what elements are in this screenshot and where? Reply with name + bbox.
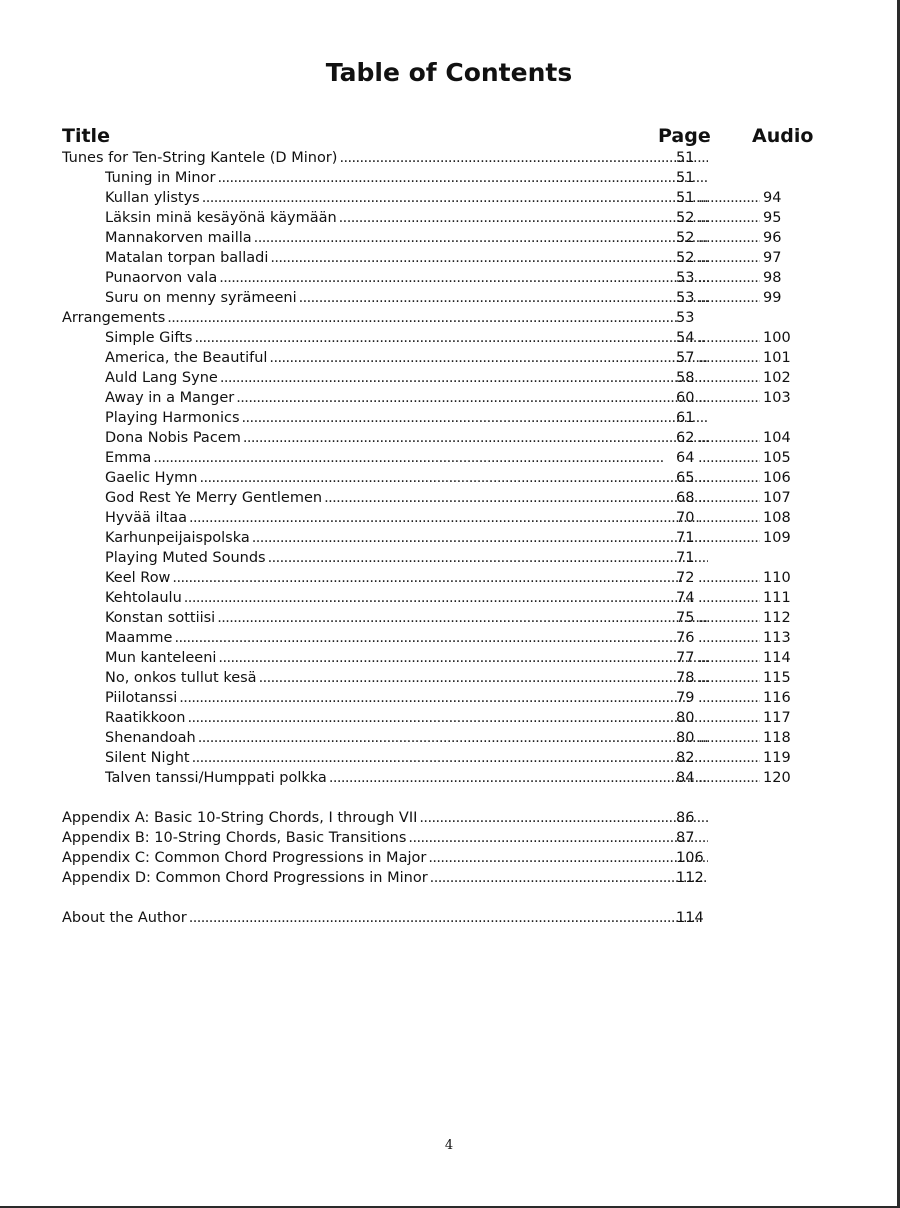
toc-entry-label: Piilotanssi — [105, 690, 178, 706]
toc-entry-label: Karhunpeijaispolska — [105, 530, 250, 546]
dot-leader — [252, 528, 708, 548]
dot-leader — [194, 328, 708, 348]
toc-entry-audio-track: 95 — [763, 210, 782, 226]
dot-leader — [187, 708, 708, 728]
header-title: Title — [62, 125, 110, 147]
toc-entry-audio-track: 94 — [763, 190, 782, 206]
toc-entry-label: Kehtolaulu — [105, 590, 182, 606]
toc-entry-page: 72 — [676, 570, 695, 586]
toc-entry-title-leader — [105, 648, 708, 668]
audio-dot-leader — [698, 288, 760, 308]
toc-entry-audio — [698, 608, 808, 628]
toc-entry-page: 74 — [676, 590, 695, 606]
audio-dot-leader — [698, 248, 760, 268]
toc-entry-page: 51 — [676, 150, 695, 166]
toc-entry-label: Arrangements — [62, 310, 166, 326]
toc-entry-label: Keel Row — [105, 570, 171, 586]
toc-entry — [62, 448, 822, 468]
toc-entry-audio — [698, 468, 808, 488]
toc-entry-label: Dona Nobis Pacem — [105, 430, 241, 446]
toc-entry-page: 77 — [676, 650, 695, 666]
toc-entry-audio — [698, 748, 808, 768]
audio-dot-leader — [698, 508, 760, 528]
audio-dot-leader — [698, 708, 760, 728]
toc-entry-page: 61 — [676, 410, 695, 426]
audio-dot-leader — [698, 648, 760, 668]
toc-entry-audio-track: 107 — [763, 490, 791, 506]
toc-entry-title-leader — [105, 228, 708, 248]
toc-entry-title-leader — [105, 588, 708, 608]
toc-entry-audio — [698, 268, 808, 288]
toc-entry-label: Silent Night — [105, 750, 190, 766]
dot-leader — [269, 348, 708, 368]
toc-entry-page: 51 — [676, 190, 695, 206]
toc-entry-page: 58 — [676, 370, 695, 386]
toc-list — [62, 148, 822, 928]
audio-dot-leader — [698, 728, 760, 748]
audio-dot-leader — [698, 428, 760, 448]
toc-entry-audio — [698, 448, 808, 468]
audio-dot-leader — [698, 188, 760, 208]
dot-leader — [236, 388, 708, 408]
toc-entry-title-leader — [105, 568, 708, 588]
toc-entry-title-leader — [105, 348, 708, 368]
toc-entry-label: About the Author — [62, 910, 187, 926]
audio-dot-leader — [698, 448, 760, 468]
audio-dot-leader — [698, 688, 760, 708]
dot-leader — [242, 408, 708, 428]
toc-entry-label: Punaorvon vala — [105, 270, 218, 286]
toc-entry — [62, 488, 822, 508]
toc-entry-label: Mannakorven mailla — [105, 230, 252, 246]
toc-entry-title-leader — [105, 188, 708, 208]
header-audio: Audio — [752, 125, 814, 147]
page-title: Table of Contents — [325, 58, 573, 87]
dot-leader — [172, 568, 708, 588]
toc-entry-audio-track: 117 — [763, 710, 791, 726]
toc-entry-audio-track: 106 — [763, 470, 791, 486]
toc-entry-audio-track: 99 — [763, 290, 782, 306]
audio-dot-leader — [698, 368, 760, 388]
toc-entry-audio — [698, 288, 808, 308]
toc-entry-audio-track: 116 — [763, 690, 791, 706]
toc-entry-audio-track: 120 — [763, 770, 791, 786]
dot-leader — [184, 588, 708, 608]
toc-entry-page: 80 — [676, 730, 695, 746]
toc-entry-page: 114 — [676, 910, 704, 926]
toc-entry — [62, 468, 822, 488]
toc-entry-page: 112 — [676, 870, 704, 886]
toc-entry-label: Appendix D: Common Chord Progressions in Minor — [62, 870, 428, 886]
toc-entry-page: 86 — [676, 810, 695, 826]
dot-leader — [217, 608, 708, 628]
audio-dot-leader — [698, 608, 760, 628]
toc-entry — [62, 708, 822, 728]
toc-entry — [62, 668, 822, 688]
toc-entry-page: 78 — [676, 670, 695, 686]
toc-entry-page: 54 — [676, 330, 695, 346]
audio-dot-leader — [698, 208, 760, 228]
toc-entry-label: Simple Gifts — [105, 330, 193, 346]
toc-entry-title-leader — [105, 388, 708, 408]
toc-entry — [62, 268, 822, 288]
toc-entry-audio-track: 103 — [763, 390, 791, 406]
toc-entry-label: Mun kanteleeni — [105, 650, 217, 666]
audio-dot-leader — [698, 228, 760, 248]
toc-entry-title-leader — [105, 428, 708, 448]
toc-entry-page: 52 — [676, 230, 695, 246]
toc-entry-title-leader — [105, 168, 708, 188]
toc-entry-audio-track: 118 — [763, 730, 791, 746]
toc-entry-audio-track: 115 — [763, 670, 791, 686]
toc-entry-audio — [698, 768, 808, 788]
toc-entry-page: 60 — [676, 390, 695, 406]
toc-entry-label: Emma — [105, 450, 152, 466]
toc-entry-label: Tunes for Ten-String Kantele (D Minor) — [62, 150, 338, 166]
toc-entry-label: Hyvää iltaa — [105, 510, 187, 526]
toc-entry-page: 80 — [676, 710, 695, 726]
toc-entry-label: God Rest Ye Merry Gentlemen — [105, 490, 323, 506]
toc-entry — [62, 528, 822, 548]
toc-entry-audio — [698, 388, 808, 408]
toc-entry-title-leader — [62, 828, 708, 848]
toc-entry-audio — [698, 428, 808, 448]
page-number: 4 — [444, 1138, 454, 1153]
toc-entry-title-leader — [105, 328, 708, 348]
audio-dot-leader — [698, 588, 760, 608]
toc-entry-page: 53 — [676, 310, 695, 326]
dot-leader — [268, 548, 708, 568]
dot-leader — [324, 488, 708, 508]
toc-entry-audio — [698, 368, 808, 388]
toc-entry-page: 79 — [676, 690, 695, 706]
toc-entry — [62, 508, 822, 528]
toc-entry — [62, 628, 822, 648]
toc-entry-audio-track: 108 — [763, 510, 791, 526]
toc-entry-title-leader — [105, 688, 708, 708]
toc-entry-title-leader — [105, 628, 708, 648]
toc-entry-title-leader — [105, 468, 708, 488]
dot-leader — [218, 648, 708, 668]
toc-entry-label: Tuning in Minor — [105, 170, 216, 186]
dot-leader — [254, 228, 708, 248]
toc-entry-page: 57 — [676, 350, 695, 366]
toc-entry — [62, 548, 822, 568]
toc-entry — [62, 328, 822, 348]
toc-entry-label: Suru on menny syrämeeni — [105, 290, 297, 306]
toc-entry-label: Auld Lang Syne — [105, 370, 218, 386]
toc-entry-title-leader — [105, 448, 708, 468]
dot-leader — [428, 848, 708, 868]
toc-entry — [62, 148, 822, 168]
header-page: Page — [658, 125, 711, 147]
toc-entry-label: Konstan sottiisi — [105, 610, 216, 626]
dot-leader — [174, 628, 708, 648]
toc-entry-title-leader — [62, 868, 708, 888]
toc-entry-audio-track: 104 — [763, 430, 791, 446]
toc-entry-label: Shenandoah — [105, 730, 196, 746]
dot-leader — [153, 448, 708, 468]
toc-entry-page: 68 — [676, 490, 695, 506]
dot-leader — [199, 468, 708, 488]
dot-leader — [419, 808, 708, 828]
toc-entry-audio — [698, 228, 808, 248]
toc-entry-label: Kullan ylistys — [105, 190, 200, 206]
toc-entry-label: Maamme — [105, 630, 173, 646]
toc-entry — [62, 608, 822, 628]
toc-entry-title-leader — [105, 768, 708, 788]
toc-entry-title-leader — [105, 248, 708, 268]
toc-entry — [62, 388, 822, 408]
toc-entry-audio — [698, 248, 808, 268]
dot-leader — [192, 748, 708, 768]
toc-entry-label: Raatikkoon — [105, 710, 186, 726]
toc-entry-page: 53 — [676, 270, 695, 286]
toc-entry-audio — [698, 628, 808, 648]
toc-entry-page: 64 — [676, 450, 695, 466]
dot-leader — [259, 668, 708, 688]
dot-leader — [339, 208, 708, 228]
toc-entry-audio-track: 111 — [763, 590, 791, 606]
toc-entry-label: Matalan torpan balladi — [105, 250, 269, 266]
toc-entry-label: Gaelic Hymn — [105, 470, 198, 486]
audio-dot-leader — [698, 628, 760, 648]
toc-entry — [62, 748, 822, 768]
toc-entry — [62, 768, 822, 788]
toc-entry-audio-track: 97 — [763, 250, 782, 266]
dot-leader — [270, 248, 708, 268]
toc-entry-audio — [698, 568, 808, 588]
toc-entry — [62, 728, 822, 748]
dot-leader — [198, 728, 708, 748]
toc-entry-label: Appendix C: Common Chord Progressions in Major — [62, 850, 427, 866]
toc-entry-audio-track: 113 — [763, 630, 791, 646]
dot-leader — [430, 868, 708, 888]
toc-entry-title-leader — [105, 728, 708, 748]
toc-entry-audio — [698, 588, 808, 608]
toc-entry-audio — [698, 528, 808, 548]
toc-entry-audio-track: 96 — [763, 230, 782, 246]
toc-entry-page: 62 — [676, 430, 695, 446]
toc-entry-page: 75 — [676, 610, 695, 626]
toc-entry — [62, 868, 822, 888]
audio-dot-leader — [698, 528, 760, 548]
dot-leader — [202, 188, 708, 208]
toc-entry-page: 71 — [676, 530, 695, 546]
toc-entry-page: 84 — [676, 770, 695, 786]
toc-entry-title-leader — [105, 508, 708, 528]
toc-entry-audio-track: 119 — [763, 750, 791, 766]
toc-entry — [62, 568, 822, 588]
toc-entry-title-leader — [105, 408, 708, 428]
toc-entry — [62, 688, 822, 708]
toc-entry-page: 106 — [676, 850, 704, 866]
toc-entry-audio — [698, 488, 808, 508]
toc-entry-page: 82 — [676, 750, 695, 766]
toc-entry-title-leader — [62, 908, 708, 928]
dot-leader — [219, 268, 708, 288]
toc-entry-page: 76 — [676, 630, 695, 646]
toc-entry — [62, 408, 822, 428]
toc-entry-title-leader — [105, 488, 708, 508]
toc-entry — [62, 228, 822, 248]
toc-entry — [62, 368, 822, 388]
toc-entry-label: No, onkos tullut kesä — [105, 670, 257, 686]
toc-entry — [62, 908, 822, 928]
dot-leader — [220, 368, 708, 388]
toc-entry-title-leader — [105, 748, 708, 768]
toc-entry-title-leader — [62, 148, 708, 168]
toc-entry — [62, 848, 822, 868]
toc-entry-audio-track: 98 — [763, 270, 782, 286]
toc-entry-audio-track: 110 — [763, 570, 791, 586]
audio-dot-leader — [698, 268, 760, 288]
dot-leader — [243, 428, 708, 448]
toc-entry-label: Appendix A: Basic 10-String Chords, I through VII — [62, 810, 418, 826]
toc-entry-page: 53 — [676, 290, 695, 306]
toc-entry — [62, 208, 822, 228]
dot-leader — [217, 168, 708, 188]
toc-entry-audio — [698, 728, 808, 748]
toc-entry-audio — [698, 188, 808, 208]
toc-entry-label: Playing Muted Sounds — [105, 550, 266, 566]
toc-entry — [62, 288, 822, 308]
toc-entry — [62, 308, 822, 328]
toc-entry-audio — [698, 508, 808, 528]
toc-entry — [62, 588, 822, 608]
toc-entry — [62, 808, 822, 828]
toc-entry-title-leader — [105, 288, 708, 308]
toc-entry-audio-track: 105 — [763, 450, 791, 466]
audio-dot-leader — [698, 348, 760, 368]
dot-leader — [339, 148, 708, 168]
toc-entry-page: 52 — [676, 210, 695, 226]
toc-entry-label: Talven tanssi/Humppati polkka — [105, 770, 327, 786]
toc-entry-page: 65 — [676, 470, 695, 486]
toc-entry-label: Away in a Manger — [105, 390, 235, 406]
toc-entry-audio — [698, 208, 808, 228]
toc-entry-page: 51 — [676, 170, 695, 186]
dot-leader — [189, 508, 708, 528]
toc-entry-title-leader — [105, 528, 708, 548]
toc-entry-label: Playing Harmonics — [105, 410, 240, 426]
toc-entry-audio-track: 112 — [763, 610, 791, 626]
toc-entry-audio — [698, 348, 808, 368]
toc-entry-audio — [698, 328, 808, 348]
toc-entry — [62, 168, 822, 188]
toc-entry-page: 52 — [676, 250, 695, 266]
toc-entry-title-leader — [105, 368, 708, 388]
toc-entry-page: 71 — [676, 550, 695, 566]
audio-dot-leader — [698, 748, 760, 768]
toc-entry-audio-track: 101 — [763, 350, 791, 366]
audio-dot-leader — [698, 768, 760, 788]
audio-dot-leader — [698, 468, 760, 488]
toc-entry-audio — [698, 688, 808, 708]
toc-entry-label: America, the Beautiful — [105, 350, 268, 366]
toc-entry-page: 87 — [676, 830, 695, 846]
dot-leader — [329, 768, 708, 788]
toc-entry-title-leader — [105, 268, 708, 288]
dot-leader — [189, 908, 708, 928]
audio-dot-leader — [698, 668, 760, 688]
dot-leader — [299, 288, 708, 308]
toc-entry — [62, 188, 822, 208]
toc-entry-title-leader — [62, 308, 708, 328]
toc-entry-title-leader — [105, 668, 708, 688]
dot-leader — [179, 688, 708, 708]
toc-entry-audio-track: 100 — [763, 330, 791, 346]
toc-entry — [62, 348, 822, 368]
toc-entry — [62, 248, 822, 268]
toc-entry-page: 70 — [676, 510, 695, 526]
dot-leader — [167, 308, 708, 328]
toc-entry — [62, 828, 822, 848]
toc-entry-title-leader — [105, 548, 708, 568]
toc-entry-title-leader — [105, 708, 708, 728]
toc-entry-label: Appendix B: 10-String Chords, Basic Transitions — [62, 830, 407, 846]
toc-entry-label: Läksin minä kesäyönä käymään — [105, 210, 337, 226]
dot-leader — [408, 828, 708, 848]
toc-entry — [62, 428, 822, 448]
audio-dot-leader — [698, 488, 760, 508]
toc-entry-audio — [698, 648, 808, 668]
toc-entry — [62, 648, 822, 668]
audio-dot-leader — [698, 328, 760, 348]
audio-dot-leader — [698, 388, 760, 408]
toc-entry-title-leader — [62, 808, 708, 828]
toc-entry-audio — [698, 708, 808, 728]
toc-entry-title-leader — [62, 848, 708, 868]
toc-entry-audio — [698, 668, 808, 688]
toc-entry-audio-track: 109 — [763, 530, 791, 546]
toc-entry-audio-track: 114 — [763, 650, 791, 666]
toc-entry-title-leader — [105, 208, 708, 228]
audio-dot-leader — [698, 568, 760, 588]
toc-entry-title-leader — [105, 608, 708, 628]
toc-entry-audio-track: 102 — [763, 370, 791, 386]
